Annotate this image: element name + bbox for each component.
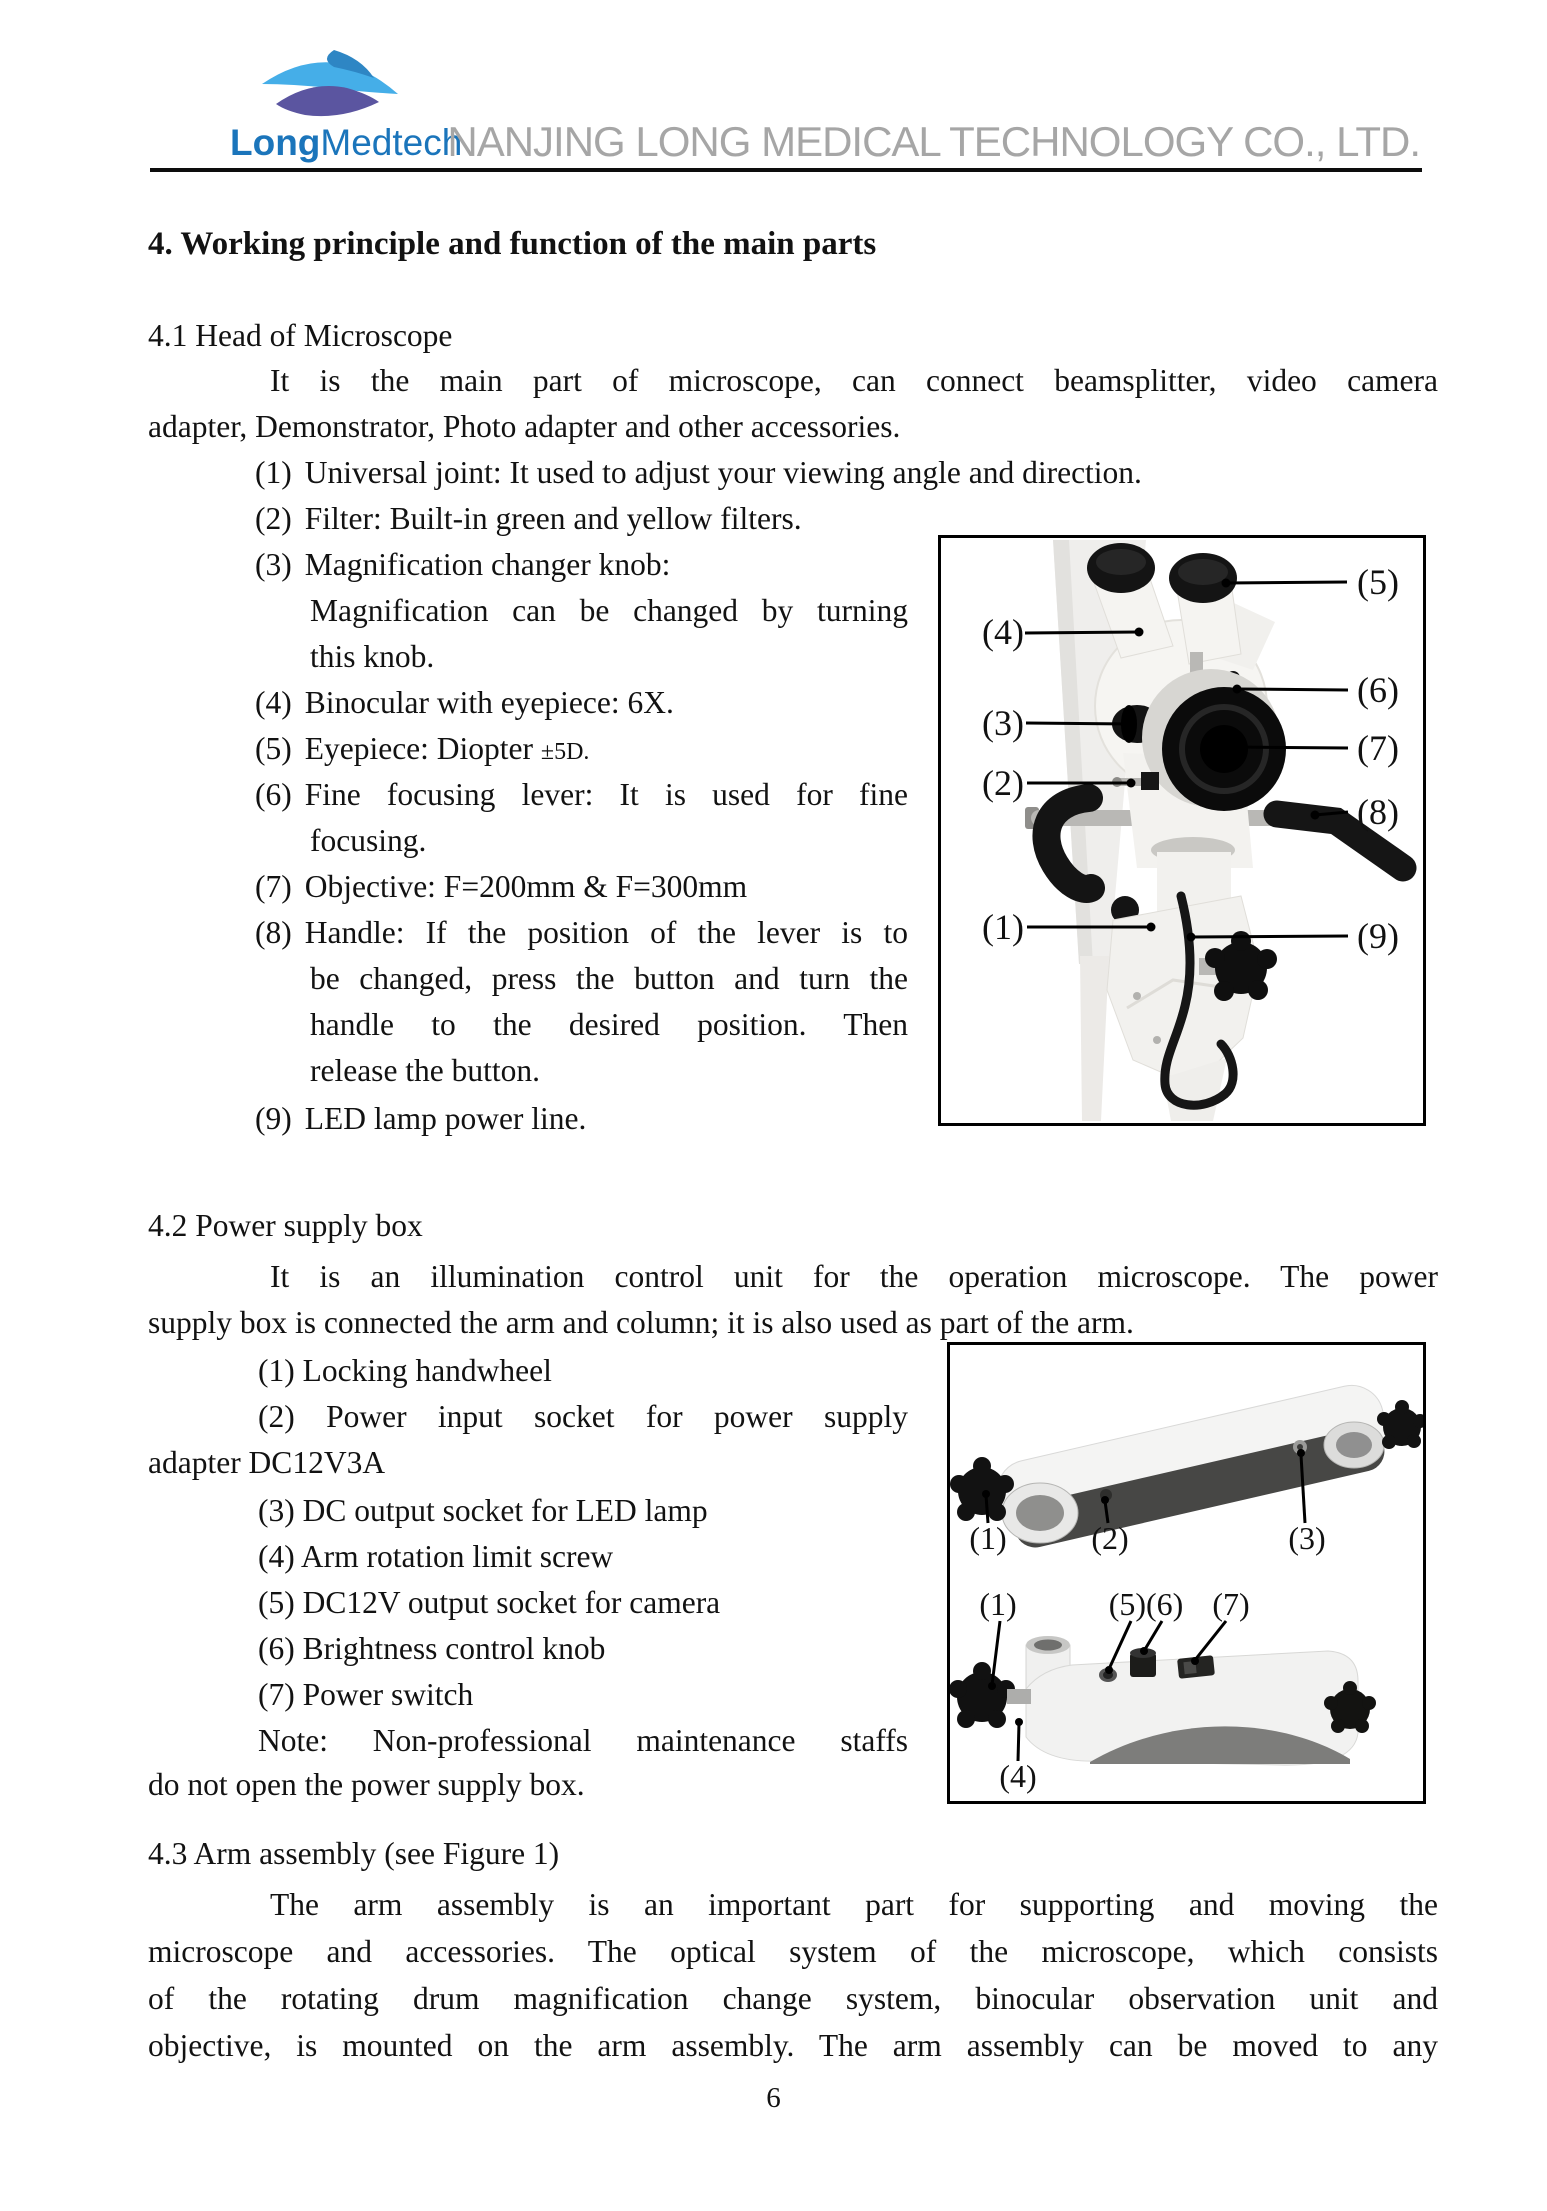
callout-label-bottom-7: (7)	[1212, 1586, 1250, 1622]
callout-label-5: (5)	[1357, 562, 1399, 602]
dc-output-socket-pin	[1297, 1444, 1303, 1450]
arm-left-handwheel	[950, 1457, 1014, 1521]
figure-1-illustration	[941, 538, 1423, 1123]
item-4-1-8-line4: release the button.	[310, 1053, 541, 1088]
item-number: (2)	[255, 501, 292, 536]
item-text: Fine focusing lever: It is used for fine	[304, 777, 908, 812]
heading-4-3: 4.3 Arm assembly (see Figure 1)	[148, 1836, 560, 1871]
arm-right-ring-bore	[1336, 1432, 1372, 1458]
section-title: 4. Working principle and function of the main parts	[148, 226, 877, 262]
item-4-2-4: (4) Arm rotation limit screw	[258, 1539, 614, 1574]
callout-label-bottom-1: (1)	[979, 1586, 1017, 1622]
item-number: (4)	[255, 685, 292, 720]
left-eyepiece-cap-top	[1096, 549, 1146, 575]
item-text: Eyepiece: Diopter	[304, 731, 534, 766]
callout-label-7: (7)	[1357, 728, 1399, 768]
callout-label-8: (8)	[1357, 792, 1399, 832]
callout-label-4: (4)	[982, 612, 1024, 652]
brand-bold: Long	[230, 122, 321, 163]
callout-label-6: (6)	[1357, 670, 1399, 710]
note-line2: do not open the power supply box.	[148, 1767, 585, 1802]
item-number: (7)	[255, 869, 292, 904]
item-4-2-7: (7) Power switch	[258, 1677, 474, 1712]
brand-rest: Medtech	[320, 122, 463, 163]
item-4-2-2: (2) Power input socket for power supply	[258, 1399, 908, 1434]
item-text: Universal joint: It used to adjust your viewing angle and direction.	[304, 455, 1142, 490]
filter-lever-mount	[1141, 772, 1159, 790]
figure-2-illustration	[950, 1345, 1423, 1801]
item-text: LED lamp power line.	[304, 1101, 587, 1136]
para-4-3-line3: of the rotating drum magnification change system, binocular observation unit and	[148, 1981, 1438, 2016]
item-4-1-7	[255, 866, 747, 908]
callout-label-9: (9)	[1357, 916, 1399, 956]
company-name: NANJING LONG MEDICAL TECHNOLOGY CO., LTD.	[447, 118, 1420, 165]
column-port-bore	[1034, 1640, 1062, 1651]
callout-label-top-3: (3)	[1288, 1520, 1326, 1556]
figure-2-power-supply-box	[947, 1342, 1426, 1804]
arm-left-ring-bore	[1016, 1495, 1064, 1531]
callout-label-2: (2)	[982, 763, 1024, 803]
callout-label-3: (3)	[982, 703, 1024, 743]
bracket-screw	[1153, 1036, 1161, 1044]
item-text: Handle: If the position of the lever is to	[304, 915, 908, 950]
item-4-1-4	[255, 682, 674, 724]
item-4-1-2	[255, 498, 802, 540]
right-eyepiece-cap-top	[1178, 559, 1228, 585]
item-4-2-2-line2: adapter DC12V3A	[148, 1445, 386, 1480]
item-number: (3)	[255, 547, 292, 582]
para-4-3-line1: The arm assembly is an important part for supporting and moving the	[270, 1887, 1438, 1922]
longmedtech-logo-bird-icon	[258, 48, 406, 122]
item-4-2-6: (6) Brightness control knob	[258, 1631, 606, 1666]
callout-label-top-2: (2)	[1091, 1520, 1129, 1556]
item-4-1-3	[255, 544, 670, 586]
item-text: Objective: F=200mm & F=300mm	[304, 869, 748, 904]
page-number: 6	[766, 2082, 781, 2114]
item-number: (5)	[255, 731, 292, 766]
para-4-1-line2: adapter, Demonstrator, Photo adapter and other accessories.	[148, 409, 901, 444]
para-4-3-line4: objective, is mounted on the arm assembly. The arm assembly can be moved to any	[148, 2028, 1438, 2063]
note-line1: Note: Non-professional maintenance staffs	[258, 1723, 908, 1758]
item-number: (9)	[255, 1101, 292, 1136]
item-4-1-6	[255, 774, 908, 816]
callout-label-bottom-4: (4)	[999, 1758, 1037, 1794]
item-4-1-1	[255, 452, 1142, 494]
item-text: Binocular with eyepiece: 6X.	[304, 685, 674, 720]
item-4-1-5	[255, 728, 589, 773]
item-4-2-5: (5) DC12V output socket for camera	[258, 1585, 721, 1620]
objective-center	[1200, 725, 1248, 773]
figure-1-microscope-head	[938, 535, 1426, 1126]
item-4-1-8-line3: handle to the desired position. Then	[310, 1007, 908, 1042]
para-4-1-line1: It is the main part of microscope, can connect beamsplitter, video camera	[270, 363, 1438, 398]
item-4-1-9	[255, 1098, 586, 1140]
heading-4-2: 4.2 Power supply box	[148, 1208, 423, 1243]
item-4-1-6-line2: focusing.	[310, 823, 427, 858]
arm-right-handwheel	[1377, 1400, 1423, 1449]
item-number: (6)	[255, 777, 292, 812]
brand-wordmark	[230, 122, 462, 164]
handwheel-shaft	[1007, 1689, 1031, 1704]
item-text-small: ±5D.	[540, 739, 590, 765]
item-4-1-3-line3: this knob.	[310, 639, 435, 674]
item-4-2-3: (3) DC output socket for LED lamp	[258, 1493, 708, 1528]
item-text: Magnification changer knob:	[304, 547, 671, 582]
item-number: (1)	[255, 455, 292, 490]
callout-label-1: (1)	[982, 907, 1024, 947]
item-number: (8)	[255, 915, 292, 950]
para-4-2-line2: supply box is connected the arm and column; it is also used as part of the arm.	[148, 1305, 1134, 1340]
callout-label-bottom-5-6: (5)(6)	[1108, 1586, 1184, 1622]
header-rule	[150, 168, 1422, 172]
stand-column-lower	[1080, 956, 1109, 1121]
locking-handwheel	[950, 1662, 1015, 1728]
item-4-1-8	[255, 912, 908, 954]
item-4-1-8-line2: be changed, press the button and turn the	[310, 961, 908, 996]
heading-4-1: 4.1 Head of Microscope	[148, 318, 453, 353]
para-4-3-line2: microscope and accessories. The optical system of the microscope, which consists	[148, 1934, 1438, 1969]
bracket-screw	[1133, 992, 1141, 1000]
item-text: Filter: Built-in green and yellow filters.	[304, 501, 802, 536]
para-4-2-line1: It is an illumination control unit for the operation microscope. The power	[270, 1259, 1438, 1294]
item-4-2-1: (1) Locking handwheel	[258, 1353, 552, 1388]
item-4-1-3-line2: Magnification can be changed by turning	[310, 593, 908, 628]
callout-label-top-1: (1)	[969, 1520, 1007, 1556]
